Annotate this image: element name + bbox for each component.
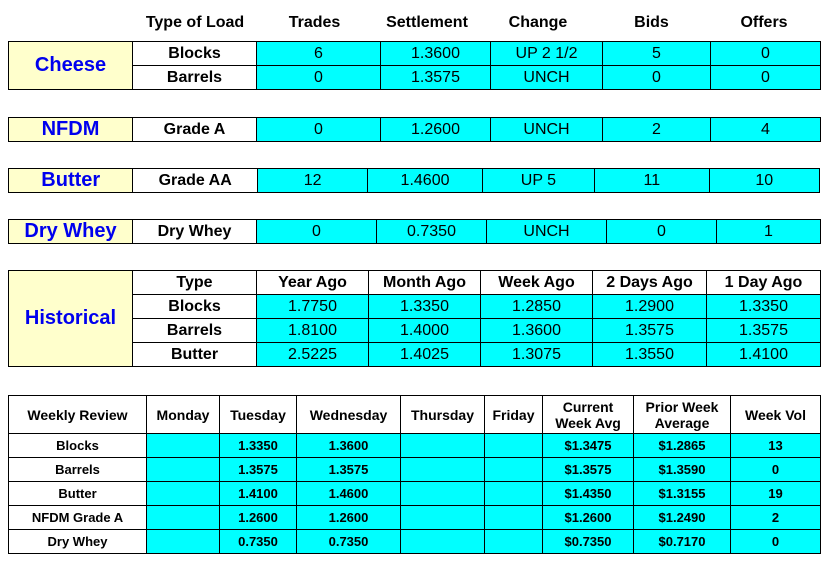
- weekly-row-label: Barrels: [9, 458, 147, 482]
- weekly-cell: $1.2600: [543, 506, 634, 530]
- weekly-row-label: Dry Whey: [9, 530, 147, 554]
- drywhey-settlement: 0.7350: [377, 220, 487, 244]
- weekly-cell: $1.3155: [634, 482, 731, 506]
- weekly-row: [9, 506, 821, 530]
- historical-header-year-ago: Year Ago: [257, 271, 369, 295]
- weekly-cell: [485, 530, 543, 554]
- historical-cell: 1.4100: [707, 343, 821, 367]
- cheese-barrels-bids: 0: [603, 66, 711, 90]
- nfdm-bids: 2: [603, 118, 711, 142]
- weekly-cell: [401, 458, 485, 482]
- weekly-cell: [147, 434, 220, 458]
- weekly-cell: 2: [731, 506, 821, 530]
- drywhey-type: Dry Whey: [133, 220, 257, 244]
- nfdm-settlement: 1.2600: [381, 118, 491, 142]
- cheese-blocks-bids: 5: [603, 42, 711, 66]
- weekly-cell: [401, 506, 485, 530]
- weekly-cell: 1.2600: [297, 506, 401, 530]
- cheese-blocks-trades: 6: [257, 42, 381, 66]
- butter-table: [8, 168, 820, 193]
- historical-header-2-days-ago: 2 Days Ago: [593, 271, 707, 295]
- historical-cell: 1.8100: [257, 319, 369, 343]
- historical-row-type: Butter: [133, 343, 257, 367]
- cheese-barrels-change: UNCH: [491, 66, 603, 90]
- historical-cell: 1.4000: [369, 319, 481, 343]
- weekly-cell: 1.3575: [220, 458, 297, 482]
- drywhey-trades: 0: [257, 220, 377, 244]
- cheese-blocks-change: UP 2 1/2: [491, 42, 603, 66]
- drywhey-table: [8, 219, 821, 244]
- butter-change: UP 5: [482, 169, 594, 193]
- historical-cell: 1.7750: [257, 295, 369, 319]
- weekly-cell: 0: [731, 458, 821, 482]
- weekly-header-wednesday: Wednesday: [297, 396, 401, 434]
- weekly-cell: 1.4100: [220, 482, 297, 506]
- weekly-cell: [401, 434, 485, 458]
- weekly-header-tuesday: Tuesday: [220, 396, 297, 434]
- header-bids: Bids: [634, 14, 669, 31]
- cheese-blocks-settlement: 1.3600: [381, 42, 491, 66]
- weekly-cell: $1.2865: [634, 434, 731, 458]
- weekly-row-label: NFDM Grade A: [9, 506, 147, 530]
- weekly-row: [9, 434, 821, 458]
- cheese-blocks-offers: 0: [711, 42, 821, 66]
- historical-cell: 1.3575: [593, 319, 707, 343]
- historical-row-type: Blocks: [133, 295, 257, 319]
- weekly-row-label: Blocks: [9, 434, 147, 458]
- weekly-header-current-week-avg: Current Week Avg: [543, 396, 634, 434]
- butter-label: Butter: [9, 169, 133, 193]
- weekly-header-friday: Friday: [485, 396, 543, 434]
- weekly-cell: [485, 458, 543, 482]
- historical-cell: 1.3075: [481, 343, 593, 367]
- weekly-cell: 19: [731, 482, 821, 506]
- weekly-header-monday: Monday: [147, 396, 220, 434]
- weekly-cell: 1.2600: [220, 506, 297, 530]
- cheese-barrels-settlement: 1.3575: [381, 66, 491, 90]
- weekly-cell: $1.4350: [543, 482, 634, 506]
- historical-cell: 1.2900: [593, 295, 707, 319]
- header-offers: Offers: [740, 14, 788, 31]
- weekly-cell: $0.7350: [543, 530, 634, 554]
- weekly-cell: 0: [731, 530, 821, 554]
- historical-row-type: Barrels: [133, 319, 257, 343]
- cheese-barrels-type: Barrels: [133, 66, 257, 90]
- weekly-review-table: [8, 395, 821, 554]
- weekly-header-review: Weekly Review: [9, 396, 147, 434]
- butter-offers: 10: [709, 169, 819, 193]
- weekly-header-prior-week-average: Prior Week Average: [634, 396, 731, 434]
- drywhey-label: Dry Whey: [9, 220, 133, 244]
- weekly-cell: [147, 530, 220, 554]
- weekly-cell: 1.3575: [297, 458, 401, 482]
- historical-cell: 1.3550: [593, 343, 707, 367]
- header-trades: Trades: [288, 14, 341, 31]
- cheese-label: Cheese: [9, 42, 133, 90]
- butter-bids: 11: [595, 169, 709, 193]
- nfdm-change: UNCH: [491, 118, 603, 142]
- weekly-cell: [147, 458, 220, 482]
- header-type-of-load: Type of Load: [145, 14, 245, 31]
- historical-header-week-ago: Week Ago: [481, 271, 593, 295]
- historical-cell: 1.4025: [369, 343, 481, 367]
- weekly-cell: [401, 482, 485, 506]
- weekly-cell: 1.4600: [297, 482, 401, 506]
- butter-settlement: 1.4600: [368, 169, 482, 193]
- cheese-table: [8, 41, 821, 90]
- weekly-cell: [485, 506, 543, 530]
- weekly-cell: 1.3600: [297, 434, 401, 458]
- weekly-row: [9, 482, 821, 506]
- historical-cell: 1.3575: [707, 319, 821, 343]
- historical-header-1-day-ago: 1 Day Ago: [707, 271, 821, 295]
- weekly-cell: $1.2490: [634, 506, 731, 530]
- historical-label: Historical: [9, 271, 133, 367]
- weekly-cell: $1.3575: [543, 458, 634, 482]
- butter-trades: 12: [257, 169, 367, 193]
- nfdm-label: NFDM: [9, 118, 133, 142]
- weekly-cell: 1.3350: [220, 434, 297, 458]
- drywhey-bids: 0: [607, 220, 717, 244]
- weekly-cell: [147, 482, 220, 506]
- historical-header-type: Type: [133, 271, 257, 295]
- weekly-row: [9, 458, 821, 482]
- weekly-cell: 0.7350: [297, 530, 401, 554]
- nfdm-offers: 4: [711, 118, 821, 142]
- weekly-row: [9, 530, 821, 554]
- drywhey-change: UNCH: [487, 220, 607, 244]
- weekly-cell: $0.7170: [634, 530, 731, 554]
- header-settlement: Settlement: [386, 14, 468, 31]
- weekly-cell: 13: [731, 434, 821, 458]
- weekly-cell: $1.3590: [634, 458, 731, 482]
- butter-type: Grade AA: [133, 169, 257, 193]
- weekly-header-thursday: Thursday: [401, 396, 485, 434]
- nfdm-table: [8, 117, 821, 142]
- weekly-cell: [485, 482, 543, 506]
- weekly-cell: [485, 434, 543, 458]
- cheese-barrels-trades: 0: [257, 66, 381, 90]
- weekly-cell: [401, 530, 485, 554]
- weekly-header-week-vol: Week Vol: [731, 396, 821, 434]
- cheese-blocks-type: Blocks: [133, 42, 257, 66]
- historical-cell: 1.2850: [481, 295, 593, 319]
- historical-cell: 1.3350: [707, 295, 821, 319]
- historical-cell: 1.3350: [369, 295, 481, 319]
- weekly-row-label: Butter: [9, 482, 147, 506]
- nfdm-type: Grade A: [133, 118, 257, 142]
- weekly-cell: [147, 506, 220, 530]
- historical-cell: 2.5225: [257, 343, 369, 367]
- cheese-barrels-offers: 0: [711, 66, 821, 90]
- weekly-cell: 0.7350: [220, 530, 297, 554]
- drywhey-offers: 1: [717, 220, 821, 244]
- historical-table: [8, 270, 821, 367]
- weekly-cell: $1.3475: [543, 434, 634, 458]
- header-change: Change: [508, 14, 568, 31]
- historical-cell: 1.3600: [481, 319, 593, 343]
- nfdm-trades: 0: [257, 118, 381, 142]
- historical-header-month-ago: Month Ago: [369, 271, 481, 295]
